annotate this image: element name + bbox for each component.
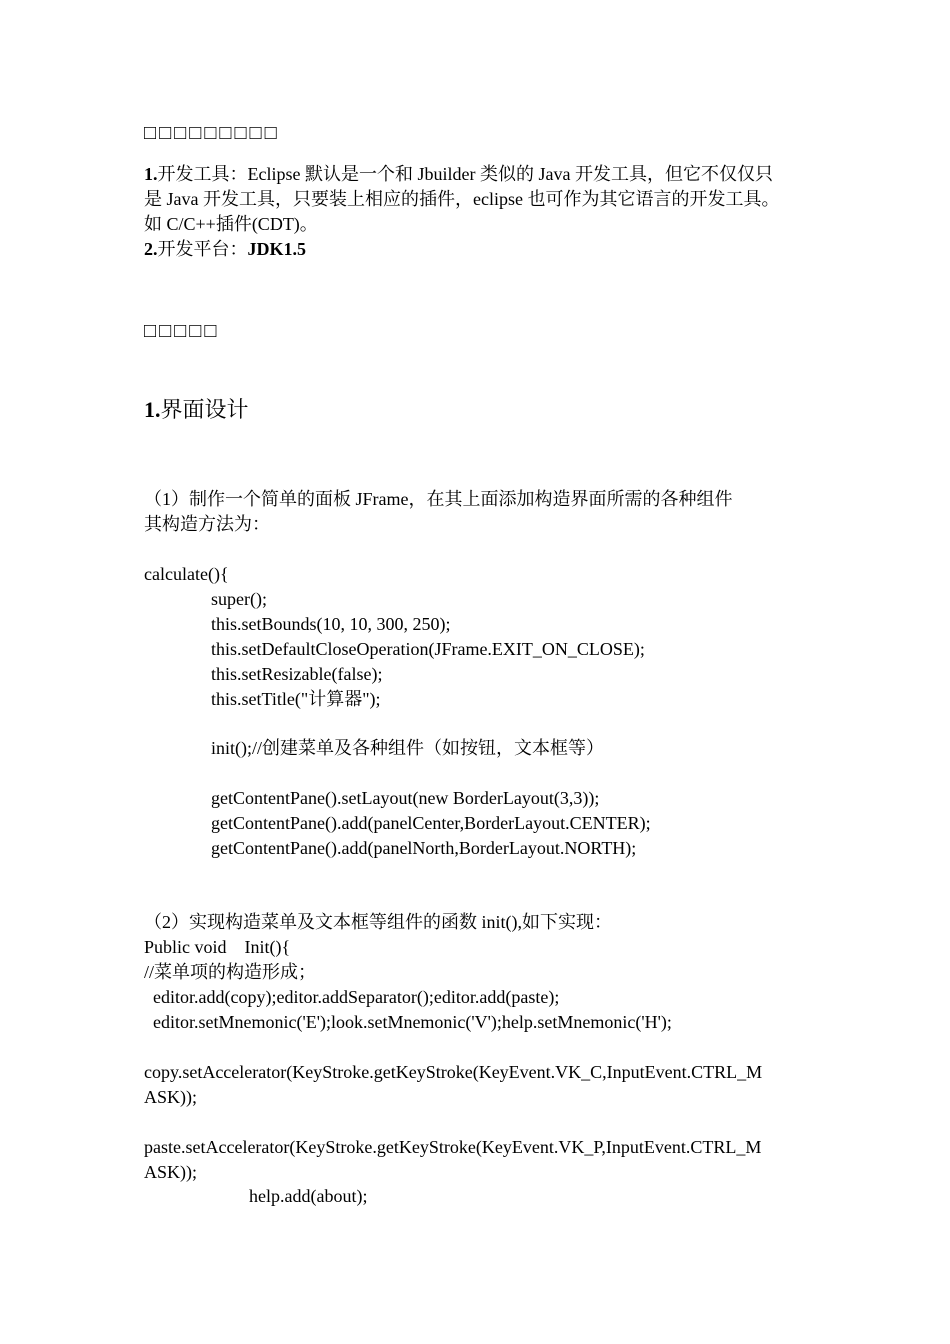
- code-line: getContentPane().add(panelNorth,BorderLayout.NORTH);: [211, 838, 637, 858]
- code-line: calculate(){: [144, 564, 229, 584]
- code-comment: //菜单项的构造形成；: [144, 962, 317, 982]
- code-line: this.setBounds(10, 10, 300, 250);: [211, 614, 451, 634]
- subsection-title: 界面设计: [160, 397, 249, 422]
- item1-line1: [144, 162, 773, 187]
- item1-number: 1.: [144, 164, 158, 184]
- item1-text-line1: 开发工具：Eclipse 默认是一个和 Jbuilder 类似的 Java 开发工具，但它不仅仅只: [157, 164, 773, 184]
- code-line: help.add(about);: [249, 1186, 368, 1206]
- code-line: this.setResizable(false);: [211, 664, 383, 684]
- code-line: this.setDefaultCloseOperation(JFrame.EXIT_ON_CLOSE);: [211, 639, 645, 659]
- section-heading-design: □□□□□: [144, 320, 220, 342]
- item2-value: JDK1.5: [247, 239, 306, 259]
- code-line: super();: [211, 589, 267, 609]
- item1-text-line2: 是 Java 开发工具，只要装上相应的插件，eclipse 也可作为其它语言的开发工具。: [144, 189, 780, 209]
- code-line: getContentPane().setLayout(new BorderLayout(3,3));: [211, 788, 600, 808]
- item1-text-line3: 如 C/C++插件(CDT)。: [144, 214, 318, 234]
- code-line: init();//创建菜单及各种组件（如按钮，文本框等）: [211, 738, 604, 758]
- code-line: paste.setAccelerator(KeyStroke.getKeyStroke(KeyEvent.VK_P,InputEvent.CTRL_M: [144, 1137, 762, 1157]
- subsection-number: 1.: [144, 397, 161, 422]
- item2-line: [144, 237, 306, 262]
- code-line: ASK));: [144, 1087, 197, 1107]
- code-line: getContentPane().add(panelCenter,BorderLayout.CENTER);: [211, 813, 651, 833]
- code-line: editor.setMnemonic('E');look.setMnemonic('V');help.setMnemonic('H');: [153, 1012, 672, 1032]
- code-line: this.setTitle("计算器");: [211, 689, 381, 709]
- code-line: copy.setAccelerator(KeyStroke.getKeyStroke(KeyEvent.VK_C,InputEvent.CTRL_M: [144, 1062, 763, 1082]
- item2-number: 2.: [144, 239, 158, 259]
- subsection-heading: [144, 396, 249, 424]
- part2-intro-line: （2）实现构造菜单及文本框等组件的函数 init(),如下实现：: [144, 912, 612, 932]
- code-line: Public void Init(){: [144, 937, 291, 957]
- code-line: ASK));: [144, 1162, 197, 1182]
- part1-intro-line2: 其构造方法为：: [144, 514, 270, 534]
- section-heading-dev-env: □□□□□□□□□: [144, 122, 280, 144]
- code-line: editor.add(copy);editor.addSeparator();editor.add(paste);: [153, 987, 560, 1007]
- item2-label: 开发平台：: [157, 239, 248, 259]
- part1-intro-line1: （1）制作一个简单的面板 JFrame，在其上面添加构造界面所需的各种组件: [144, 489, 733, 509]
